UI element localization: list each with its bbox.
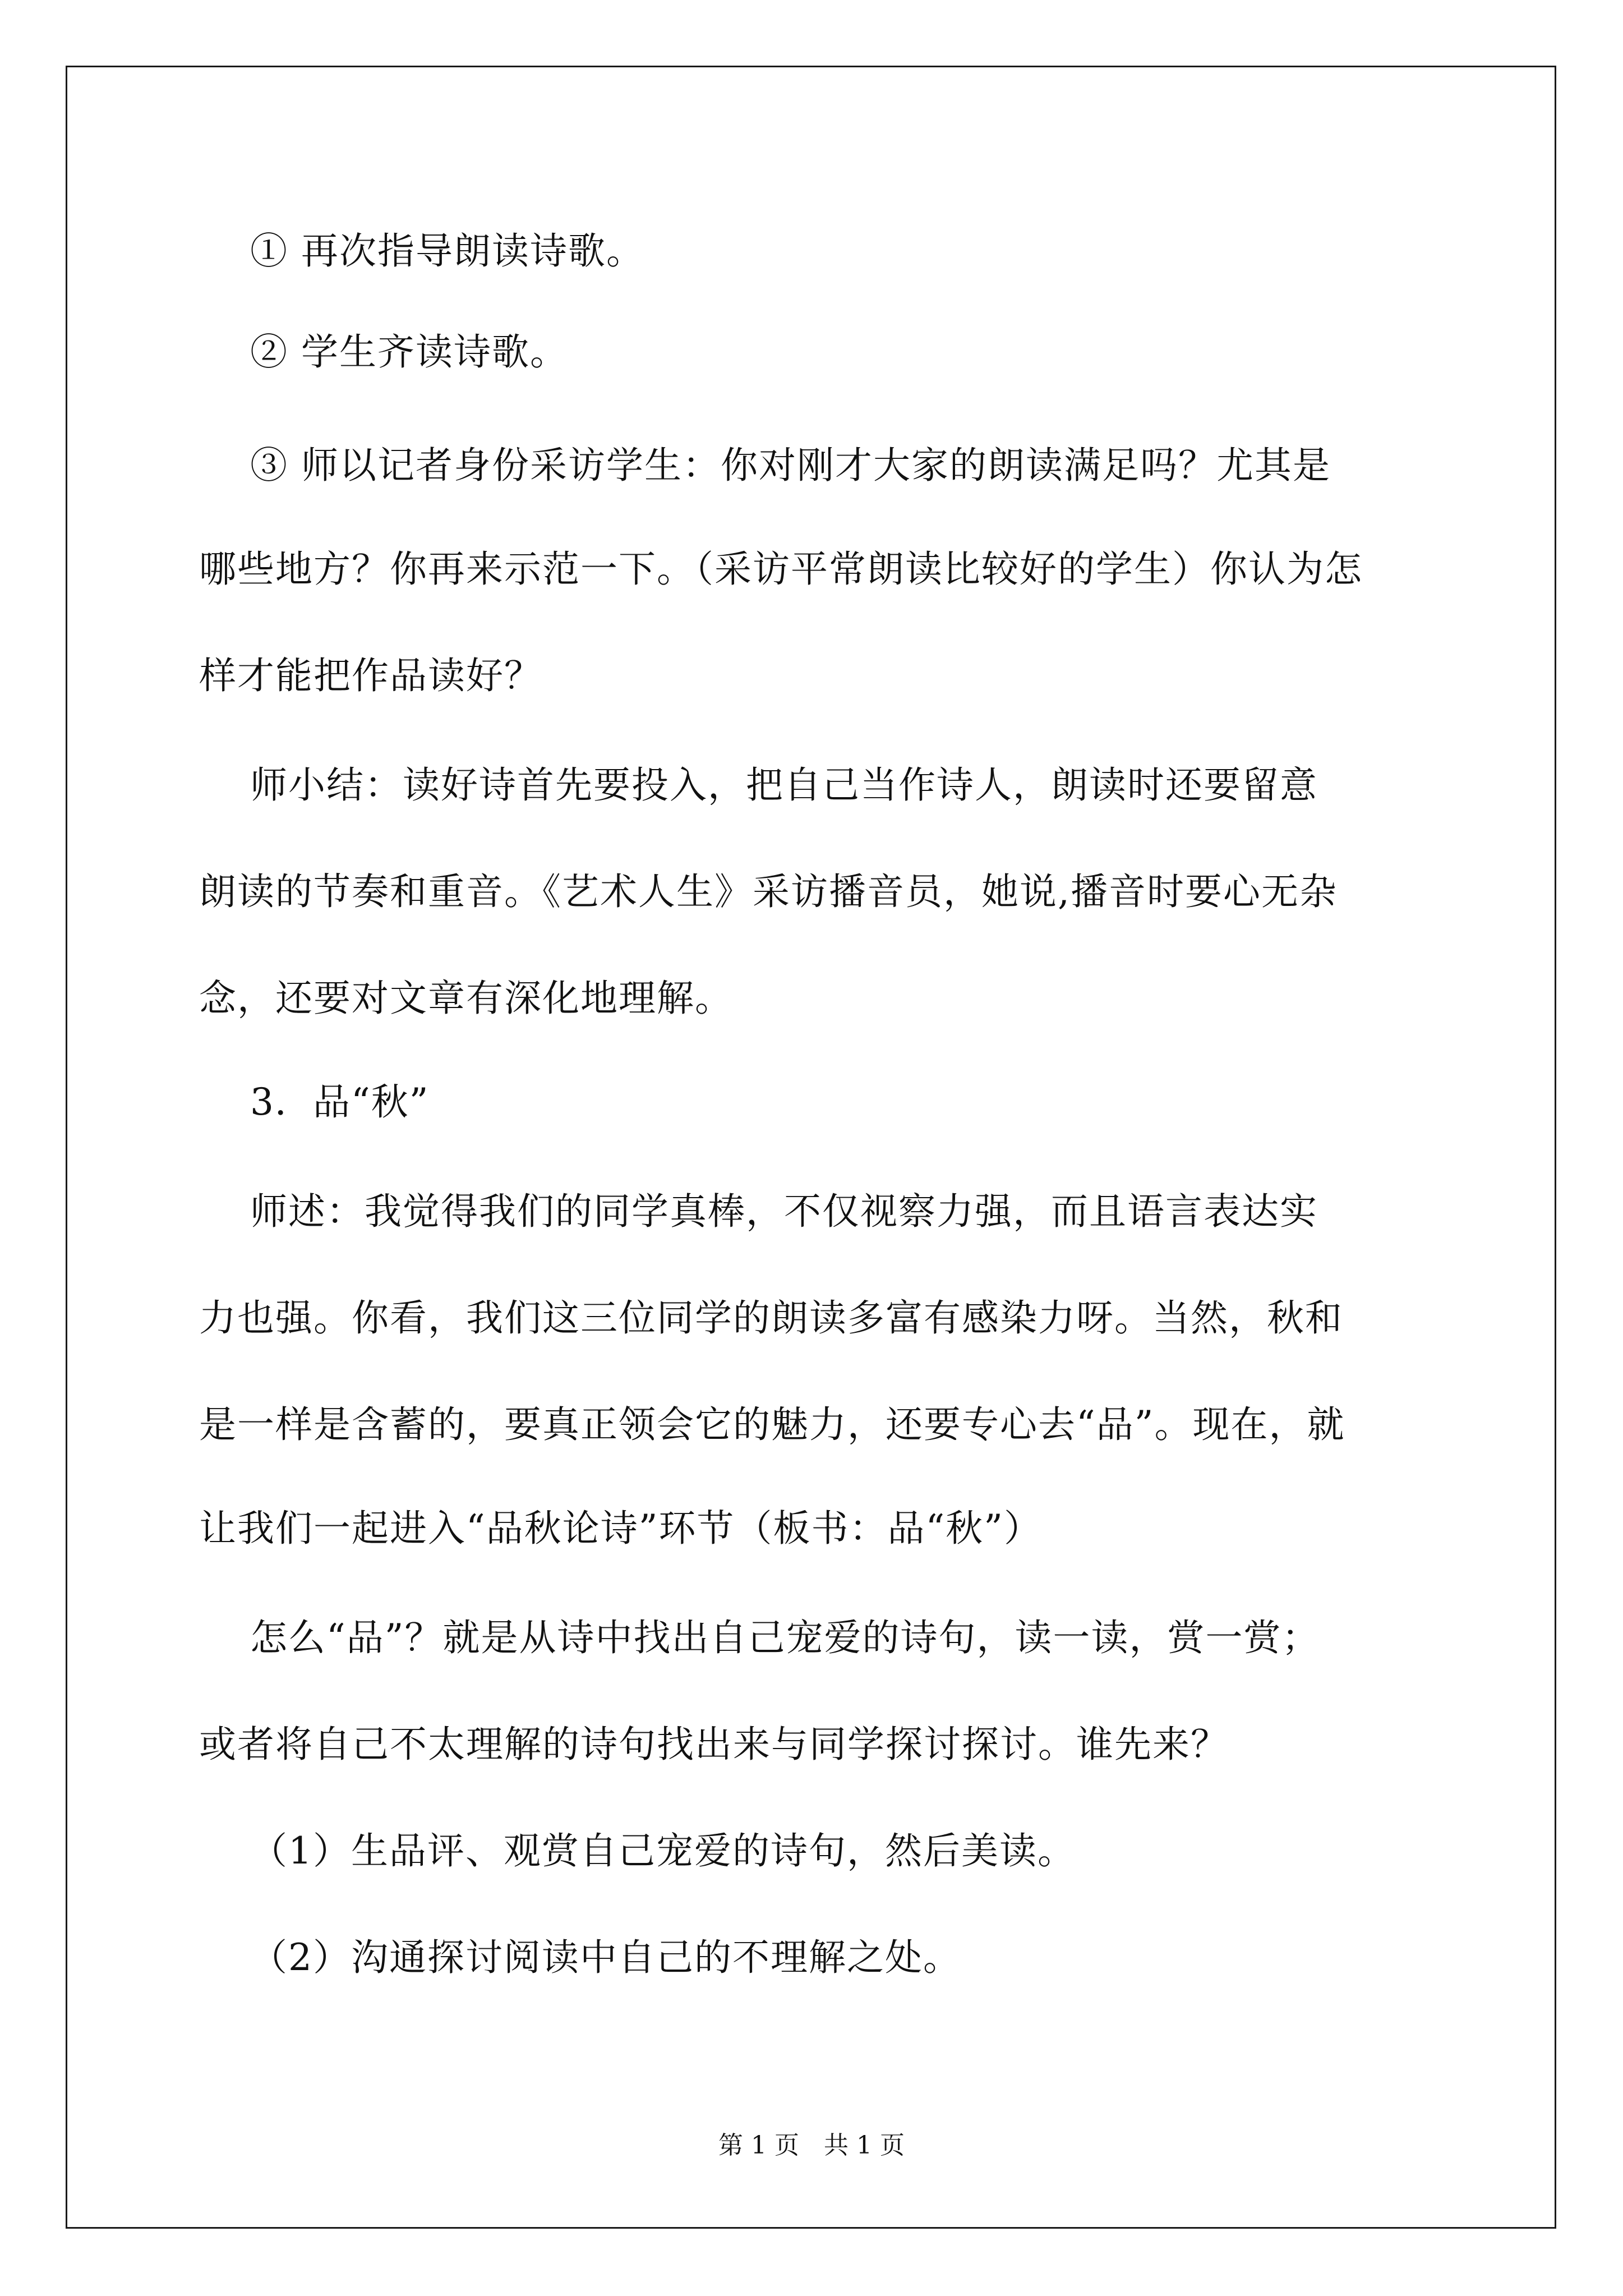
paragraph-line: 朗读的节奏和重音。《艺术人生》采访播音员，她说,播音时要心无杂	[199, 870, 1338, 913]
page-footer: 第 1 页 共 1 页	[718, 2131, 905, 2160]
paragraph-line: 力也强。你看，我们这三位同学的朗读多富有感染力呀。当然，秋和	[199, 1296, 1343, 1340]
paragraph-line: 念，还要对文章有深化地理解。	[199, 977, 733, 1020]
paragraph-line: 是一样是含蓄的，要真正领会它的魅力，还要专心去“品”。现在，就	[199, 1403, 1345, 1446]
paragraph-line: 哪些地方？你再来示范一下。（采访平常朗读比较好的学生）你认为怎	[199, 547, 1363, 591]
paragraph-line: ① 再次指导朗读诗歌。	[199, 229, 644, 273]
paragraph-line: 样才能把作品读好？	[199, 654, 542, 697]
paragraph-line: 让我们一起进入“品秋论诗”环节（板书：品“秋”）	[199, 1507, 1042, 1550]
paragraph-line: （2）沟通探讨阅读中自己的不理解之处。	[199, 1936, 961, 1979]
paragraph-line: 怎么“品”？就是从诗中找出自己宠爱的诗句，读一读，赏一赏；	[199, 1616, 1320, 1659]
section-heading: 3．品“秋”	[199, 1080, 430, 1124]
paragraph-line: ③ 师以记者身份采访学生：你对刚才大家的朗读满足吗？尤其是	[199, 444, 1331, 487]
paragraph-line: 师小结：读好诗首先要投入，把自己当作诗人，朗读时还要留意	[199, 763, 1318, 807]
paragraph-line: 师述：我觉得我们的同学真棒，不仅视察力强，而且语言表达实	[199, 1190, 1318, 1233]
paragraph-line: ② 学生齐读诗歌。	[199, 330, 568, 374]
page-border	[66, 66, 1556, 2229]
paragraph-line: （1）生品评、观赏自己宠爱的诗句，然后美读。	[199, 1829, 1076, 1872]
paragraph-line: 或者将自己不太理解的诗句找出来与同学探讨探讨。谁先来？	[199, 1723, 1229, 1766]
